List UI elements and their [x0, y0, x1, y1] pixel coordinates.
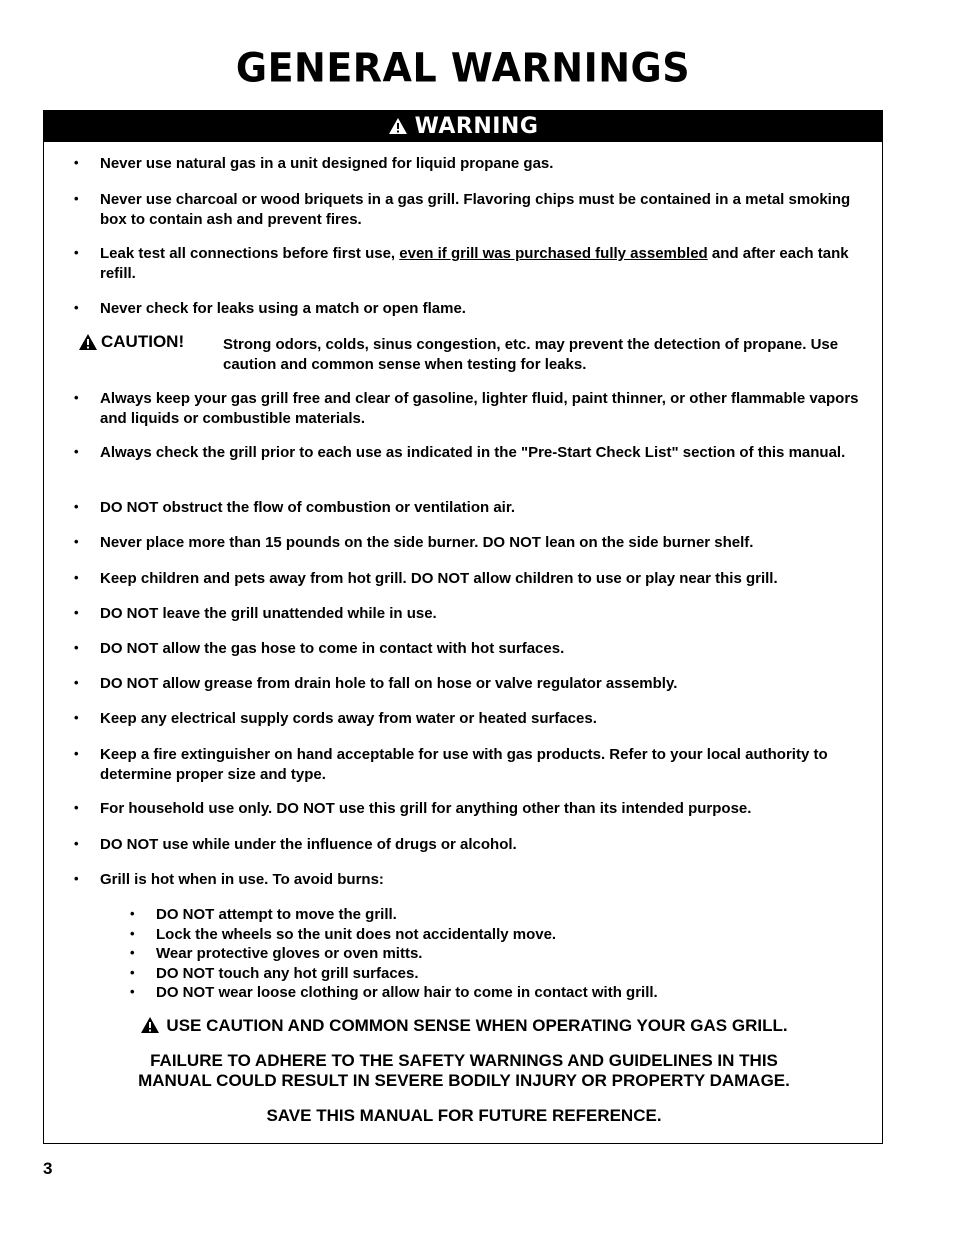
failure-notice-line: MANUAL COULD RESULT IN SEVERE BODILY INJURY OR PROPERTY DAMAGE.: [138, 1071, 790, 1090]
bullet: •: [74, 534, 79, 549]
bullet: •: [74, 191, 79, 206]
bullet: •: [74, 570, 79, 585]
list-item-text: Never use charcoal or wood briquets in a gas grill. Flavoring chips must be contained in a metal smoking box to contain ash and prevent fires.: [100, 191, 851, 228]
list-item-text: DO NOT use while under the influence of drugs or alcohol.: [100, 836, 517, 853]
list-item-text: Keep children and pets away from hot grill. DO NOT allow children to use or play near this grill.: [100, 570, 778, 587]
bullet: •: [74, 390, 79, 405]
sub-list-item-text: DO NOT wear loose clothing or allow hair to come in contact with grill.: [156, 984, 658, 1001]
failure-notice-line: FAILURE TO ADHERE TO THE SAFETY WARNINGS AND GUIDELINES IN THIS: [150, 1051, 778, 1070]
list-item-text: Never use natural gas in a unit designed for liquid propane gas.: [100, 155, 554, 172]
list-item-text: Always check the grill prior to each use as indicated in the "Pre-Start Check List" section of this manual.: [100, 444, 846, 461]
bullet: •: [130, 925, 135, 941]
list-item-text: Keep a fire extinguisher on hand acceptable for use with gas products. Refer to your local authority to determine proper size and type.: [100, 746, 828, 783]
bullet: •: [74, 871, 79, 886]
bullet: •: [74, 300, 79, 315]
list-item-text: Always keep your gas grill free and clear of gasoline, lighter fluid, paint thinner, or other flammable vapors and liquids or combustible materials.: [100, 390, 859, 427]
save-notice: SAVE THIS MANUAL FOR FUTURE REFERENCE.: [266, 1106, 662, 1125]
list-item-text: Never check for leaks using a match or open flame.: [100, 300, 466, 317]
bullet: •: [74, 155, 79, 170]
list-item-text: [100, 244, 860, 283]
list-item-text: Never place more than 15 pounds on the side burner. DO NOT lean on the side burner shelf.: [100, 534, 754, 551]
warning-triangle-icon: [388, 117, 408, 135]
bullet: •: [74, 836, 79, 851]
sub-list-item-text: DO NOT attempt to move the grill.: [156, 906, 397, 923]
bullet: •: [130, 964, 135, 980]
list-item-text: DO NOT allow grease from drain hole to fall on hose or valve regulator assembly.: [100, 675, 678, 692]
bullet: •: [130, 945, 135, 960]
warning-header: [44, 111, 882, 142]
list-item-text: DO NOT allow the gas hose to come in contact with hot surfaces.: [100, 640, 565, 657]
sub-list-item-text: Lock the wheels so the unit does not accidentally move.: [156, 925, 557, 943]
list-item-text: DO NOT obstruct the flow of combustion or ventilation air.: [100, 499, 516, 516]
bullet: •: [74, 800, 79, 815]
warning-box: [43, 110, 883, 1144]
final-caution-text: USE CAUTION AND COMMON SENSE WHEN OPERATING YOUR GAS GRILL.: [166, 1016, 788, 1035]
caution-triangle-icon: [140, 1016, 160, 1034]
caution-label-text: CAUTION!: [101, 332, 185, 351]
caution-label: [78, 332, 184, 352]
bullet: •: [74, 675, 79, 690]
caution-text: Strong odors, colds, sinus congestion, etc. may prevent the detection of propane. Use caution and common sense when testing for leaks.: [223, 336, 839, 373]
page-title: GENERAL WARNINGS: [235, 44, 691, 92]
final-caution: [44, 1016, 884, 1036]
list-item-text: DO NOT leave the grill unattended while in use.: [100, 605, 437, 622]
warning-header-label: WARNING: [414, 114, 539, 139]
bullet: •: [74, 444, 79, 459]
failure-notice: [44, 1051, 884, 1091]
page-number: 3: [43, 1159, 53, 1178]
sub-list-item-text: DO NOT touch any hot grill surfaces.: [156, 964, 419, 982]
text-segment: Leak test all connections before first use,: [100, 245, 400, 262]
bullet: •: [130, 906, 135, 921]
bullet: •: [130, 984, 135, 999]
text-segment: and after each tank refill.: [100, 245, 849, 282]
sub-list-item-text: Wear protective gloves or oven mitts.: [156, 945, 423, 962]
bullet: •: [74, 640, 79, 655]
bullet: •: [74, 605, 79, 620]
underlined-text: even if grill was purchased fully assembled: [399, 245, 708, 262]
list-item-text: Grill is hot when in use. To avoid burns:: [100, 871, 384, 888]
bullet: •: [74, 499, 79, 514]
list-item-text: Keep any electrical supply cords away from water or heated surfaces.: [100, 710, 597, 727]
list-item-text: For household use only. DO NOT use this grill for anything other than its intended purpose.: [100, 800, 752, 817]
bullet: •: [74, 710, 79, 725]
bullet: •: [74, 746, 79, 761]
bullet: •: [74, 245, 79, 260]
caution-triangle-icon: [78, 333, 98, 351]
